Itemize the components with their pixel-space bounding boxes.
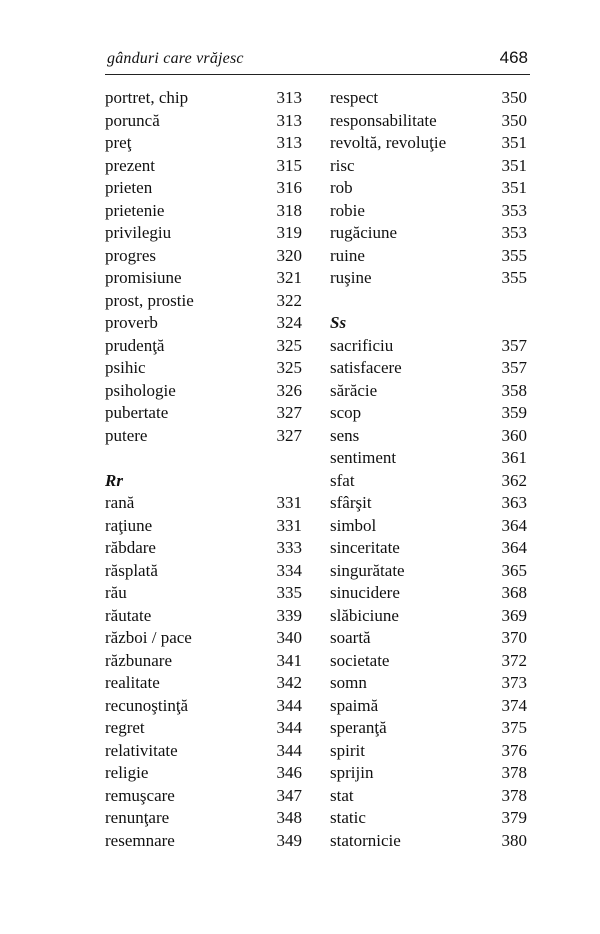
index-page-number: 348: [276, 808, 302, 827]
index-entry: [105, 245, 302, 268]
index-page-number: 334: [276, 560, 302, 580]
section-gap: [330, 290, 527, 313]
section-heading-r: Rr: [105, 470, 123, 490]
running-title: gânduri care vrăjesc: [107, 50, 244, 67]
index-term: renunţare: [105, 808, 170, 827]
index-entry: [105, 740, 302, 763]
index-term: psihologie: [105, 380, 176, 400]
index-page-number: 346: [276, 763, 302, 782]
index-page-number: 313: [276, 88, 302, 107]
index-term: scop: [330, 403, 362, 422]
index-entry: [330, 650, 527, 673]
index-page-number: 347: [276, 785, 302, 805]
index-page-number: 368: [501, 583, 527, 602]
index-term: preţ: [105, 133, 132, 152]
index-term: religie: [105, 763, 149, 782]
index-term: resemnare: [105, 830, 175, 850]
index-page-number: 340: [276, 628, 302, 647]
index-entry: [105, 717, 302, 740]
index-group-p: [105, 87, 302, 447]
index-page-number: 341: [276, 650, 302, 670]
index-term: rob: [330, 178, 353, 197]
index-term: răutate: [105, 605, 152, 625]
index-page-number: 344: [276, 695, 302, 715]
index-term: pubertate: [105, 403, 169, 422]
index-page-number: 320: [276, 245, 302, 265]
index-page-number: 376: [501, 740, 527, 760]
index-entry: [105, 267, 302, 290]
index-entry: [105, 785, 302, 808]
index-term: stat: [330, 785, 354, 805]
index-term: răsplată: [105, 560, 158, 580]
index-term: statornicie: [330, 830, 401, 850]
index-page-number: 370: [501, 628, 527, 647]
index-term: risc: [330, 155, 355, 175]
index-page-number: 359: [501, 403, 527, 422]
index-entry: [105, 830, 302, 853]
index-term: promisiune: [105, 268, 182, 287]
index-page-number: 325: [276, 335, 302, 355]
index-page-number: 378: [501, 785, 527, 805]
index-entry: [105, 537, 302, 560]
index-entry: [330, 830, 527, 853]
index-entry: [330, 425, 527, 448]
index-page-number: 344: [276, 718, 302, 737]
index-page-number: 319: [276, 223, 302, 242]
index-term: prezent: [105, 155, 156, 175]
index-term: portret, chip: [105, 88, 189, 107]
index-term: prost, prostie: [105, 290, 194, 310]
index-term: rugăciune: [330, 223, 398, 242]
index-entry: [105, 177, 302, 200]
index-entry: [105, 312, 302, 335]
index-page-number: 353: [501, 223, 527, 242]
index-term: poruncă: [105, 110, 160, 130]
index-page-number: 315: [276, 155, 302, 175]
index-page-number: 360: [501, 425, 527, 445]
index-page-number: 364: [501, 515, 527, 535]
index-term: răbdare: [105, 538, 156, 557]
index-term: slăbiciune: [330, 605, 399, 625]
index-column-left: [105, 87, 302, 852]
index-entry: [330, 695, 527, 718]
index-term: sacrificiu: [330, 335, 394, 355]
index-page-number: 321: [276, 268, 302, 287]
index-page-number: 369: [501, 605, 527, 625]
index-entry: [330, 560, 527, 583]
index-page-number: 342: [276, 673, 302, 692]
index-page-number: 364: [501, 538, 527, 557]
index-entry: [105, 582, 302, 605]
index-term: sărăcie: [330, 380, 378, 400]
index-term: proverb: [105, 313, 158, 332]
index-term: somn: [330, 673, 367, 692]
index-page-number: 333: [276, 538, 302, 557]
index-entry: [330, 222, 527, 245]
index-page-number: 316: [276, 178, 302, 197]
index-entry: [330, 87, 527, 110]
index-entry: [330, 335, 527, 358]
index-term: sprijin: [330, 763, 374, 782]
index-entry: [105, 155, 302, 178]
index-term: speranţă: [330, 718, 387, 737]
index-term: societate: [330, 650, 390, 670]
index-page-number: 339: [276, 605, 302, 625]
index-page-number: 365: [501, 560, 527, 580]
index-page-number: 372: [501, 650, 527, 670]
index-term: spirit: [330, 740, 365, 760]
index-page-number: 324: [276, 313, 302, 332]
index-page-number: 327: [276, 403, 302, 422]
index-entry: [105, 110, 302, 133]
index-term: sentiment: [330, 448, 397, 467]
index-page-number: 325: [276, 358, 302, 377]
index-page-number: 327: [276, 425, 302, 445]
index-page-number: 313: [276, 110, 302, 130]
index-entry: [330, 785, 527, 808]
index-entry: [105, 425, 302, 448]
index-term: responsabilitate: [330, 110, 437, 130]
index-term: rană: [105, 493, 135, 512]
index-page-number: 326: [276, 380, 302, 400]
index-term: robie: [330, 200, 365, 220]
index-page-number: 351: [501, 155, 527, 175]
index-term: rău: [105, 583, 127, 602]
index-page-number: 357: [501, 358, 527, 377]
index-entry: [105, 335, 302, 358]
index-term: relativitate: [105, 740, 178, 760]
index-entry: [330, 605, 527, 628]
index-page-number: 373: [501, 673, 527, 692]
index-term: prietenie: [105, 200, 165, 220]
index-entry: [105, 87, 302, 110]
index-entry: [330, 402, 527, 425]
index-page-number: 374: [501, 695, 527, 715]
index-entry: [105, 672, 302, 695]
index-page-number: 331: [276, 515, 302, 535]
index-entry: [105, 605, 302, 628]
index-entry: [105, 650, 302, 673]
index-page-number: 322: [276, 290, 302, 310]
index-term: static: [330, 808, 366, 827]
index-group-s: [330, 335, 527, 853]
index-term: respect: [330, 88, 379, 107]
index-term: spaimă: [330, 695, 379, 715]
index-term: privilegiu: [105, 223, 172, 242]
index-entry: [330, 132, 527, 155]
index-entry: [105, 762, 302, 785]
index-entry: [105, 807, 302, 830]
index-entry: [330, 627, 527, 650]
index-page-number: 344: [276, 740, 302, 760]
index-entry: [105, 200, 302, 223]
index-entry: [105, 132, 302, 155]
index-entry: [330, 447, 527, 470]
index-entry: [105, 222, 302, 245]
index-entry: [105, 560, 302, 583]
index-term: remuşcare: [105, 785, 175, 805]
index-page-number: 361: [501, 448, 527, 467]
index-page-number: 355: [501, 268, 527, 287]
index-page-number: 379: [501, 808, 527, 827]
index-entry: [330, 110, 527, 133]
index-term: ruşine: [330, 268, 372, 287]
section-gap: [105, 447, 302, 470]
index-entry: [330, 740, 527, 763]
index-page-number: 351: [501, 178, 527, 197]
index-entry: [330, 582, 527, 605]
index-page-number: 350: [501, 110, 527, 130]
index-page-number: 355: [501, 245, 527, 265]
index-page-number: 318: [276, 200, 302, 220]
index-entry: [330, 807, 527, 830]
section-heading-s: Ss: [330, 313, 347, 332]
index-term: regret: [105, 718, 145, 737]
index-page-number: 358: [501, 380, 527, 400]
index-term: sinucidere: [330, 583, 400, 602]
index-term: prieten: [105, 178, 153, 197]
index-entry: [105, 627, 302, 650]
index-entry: [330, 200, 527, 223]
index-page-number: 335: [276, 583, 302, 602]
index-entry: [330, 380, 527, 403]
index-entry: [105, 357, 302, 380]
index-term: putere: [105, 425, 148, 445]
index-page-number: 375: [501, 718, 527, 737]
index-entry: [330, 515, 527, 538]
index-entry: [330, 155, 527, 178]
index-page-number: 353: [501, 200, 527, 220]
index-entry: [105, 515, 302, 538]
index-term: sfat: [330, 470, 355, 490]
index-term: sens: [330, 425, 360, 445]
index-entry: [330, 672, 527, 695]
index-term: singurătate: [330, 560, 405, 580]
index-entry: [330, 717, 527, 740]
index-group-r-continued: [330, 87, 527, 290]
index-page-number: 357: [501, 335, 527, 355]
index-term: ruine: [330, 245, 365, 265]
index-group-r: [105, 492, 302, 852]
index-page-number: 350: [501, 88, 527, 107]
index-term: progres: [105, 245, 156, 265]
index-page-number: 351: [501, 133, 527, 152]
page-number: 468: [499, 48, 528, 67]
index-entry: [330, 177, 527, 200]
index-entry: [105, 380, 302, 403]
index-term: recunoştinţă: [105, 695, 189, 715]
index-page-number: 349: [276, 830, 302, 850]
index-page-number: 380: [501, 830, 527, 850]
index-term: raţiune: [105, 515, 153, 535]
index-term: revoltă, revoluţie: [330, 133, 447, 152]
index-entry: [330, 245, 527, 268]
index-term: război / pace: [105, 628, 192, 647]
index-page-number: 363: [501, 493, 527, 512]
index-term: satisfacere: [330, 358, 402, 377]
index-entry: [330, 537, 527, 560]
index-entry: [105, 402, 302, 425]
index-term: sfârşit: [330, 493, 372, 512]
index-entry: [105, 290, 302, 313]
index-entry: [330, 470, 527, 493]
index-term: realitate: [105, 673, 160, 692]
index-entry: [105, 492, 302, 515]
index-term: prudenţă: [105, 335, 165, 355]
index-entry: [330, 267, 527, 290]
index-page-number: 331: [276, 493, 302, 512]
index-column-right: [330, 87, 527, 852]
index-term: sinceritate: [330, 538, 400, 557]
index-entry: [330, 492, 527, 515]
page-header: [105, 48, 530, 75]
index-page-number: 378: [501, 763, 527, 782]
index-term: soartă: [330, 628, 371, 647]
index-entry: [330, 357, 527, 380]
index-entry: [330, 762, 527, 785]
index-term: simbol: [330, 515, 377, 535]
index-entry: [105, 695, 302, 718]
index-term: răzbunare: [105, 650, 173, 670]
index-page-number: 362: [501, 470, 527, 490]
index-page-number: 313: [276, 133, 302, 152]
index-term: psihic: [105, 358, 146, 377]
